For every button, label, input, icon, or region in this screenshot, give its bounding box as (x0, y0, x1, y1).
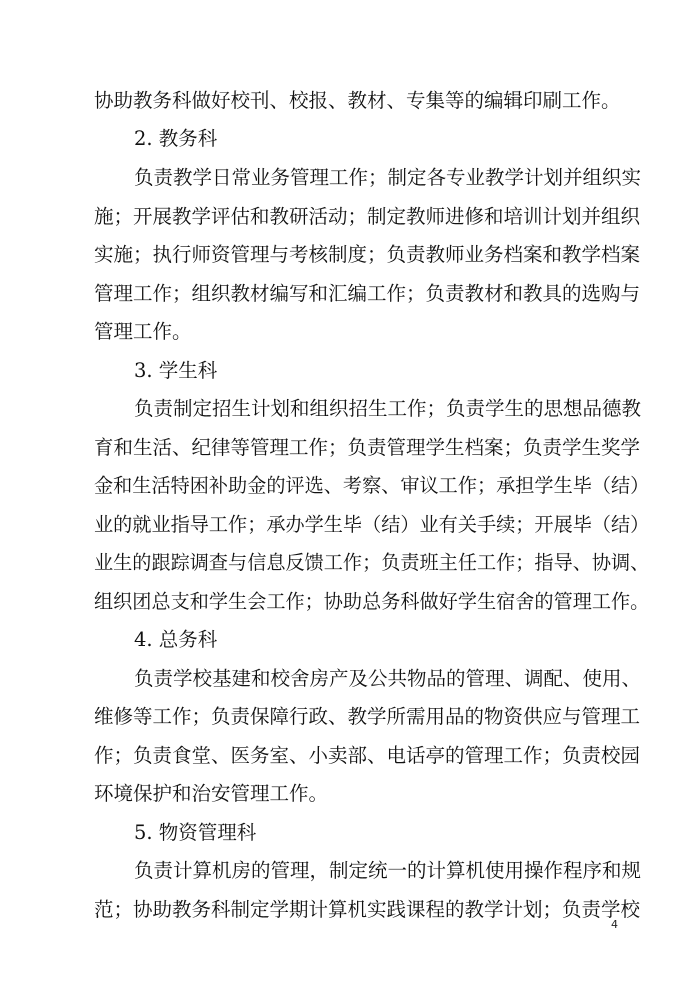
page-number: 4 (611, 918, 618, 931)
section-heading: 4. 总务科 (134, 628, 218, 651)
paragraph-line: 金和生活特困补助金的评选、考察、审议工作；承担学生毕（结） (94, 474, 650, 497)
section-heading: 5. 物资管理科 (134, 821, 257, 844)
section-heading: 2. 教务科 (134, 127, 218, 150)
paragraph-line: 负责制定招生计划和组织招生工作；负责学生的思想品德教 (134, 397, 642, 420)
paragraph-line: 环境保护和治安管理工作。 (94, 782, 329, 805)
paragraph-line: 协助教务科做好校刊、校报、教材、专集等的编辑印刷工作。 (94, 89, 621, 112)
paragraph-line: 业生的跟踪调查与信息反馈工作；负责班主任工作；指导、协调、 (94, 551, 650, 574)
paragraph-line: 维修等工作；负责保障行政、教学所需用品的物资供应与管理工 (94, 705, 641, 728)
paragraph-line: 范；协助教务科制定学期计算机实践课程的教学计划；负责学校 (94, 898, 641, 921)
paragraph-line: 实施；执行师资管理与考核制度；负责教师业务档案和教学档案 (94, 243, 641, 266)
paragraph-line: 组织团总支和学生会工作；协助总务科做好学生宿舍的管理工作。 (94, 590, 650, 613)
paragraph-line: 育和生活、纪律等管理工作；负责管理学生档案；负责学生奖学 (94, 436, 641, 459)
paragraph-line: 负责学校基建和校舍房产及公共物品的管理、调配、使用、 (134, 667, 642, 690)
paragraph-line: 管理工作。 (94, 320, 192, 343)
paragraph-line: 业的就业指导工作；承办学生毕（结）业有关手续；开展毕（结） (94, 513, 650, 536)
paragraph-line: 负责计算机房的管理，制定统一的计算机使用操作程序和规 (134, 859, 642, 882)
section-heading: 3. 学生科 (134, 359, 218, 382)
paragraph-line: 负责教学日常业务管理工作；制定各专业教学计划并组织实 (134, 166, 642, 189)
paragraph-line: 管理工作；组织教材编写和汇编工作；负责教材和教具的选购与 (94, 282, 641, 305)
paragraph-line: 施；开展教学评估和教研活动；制定教师进修和培训计划并组织 (94, 205, 641, 228)
paragraph-line: 作；负责食堂、医务室、小卖部、电话亭的管理工作；负责校园 (94, 744, 641, 767)
